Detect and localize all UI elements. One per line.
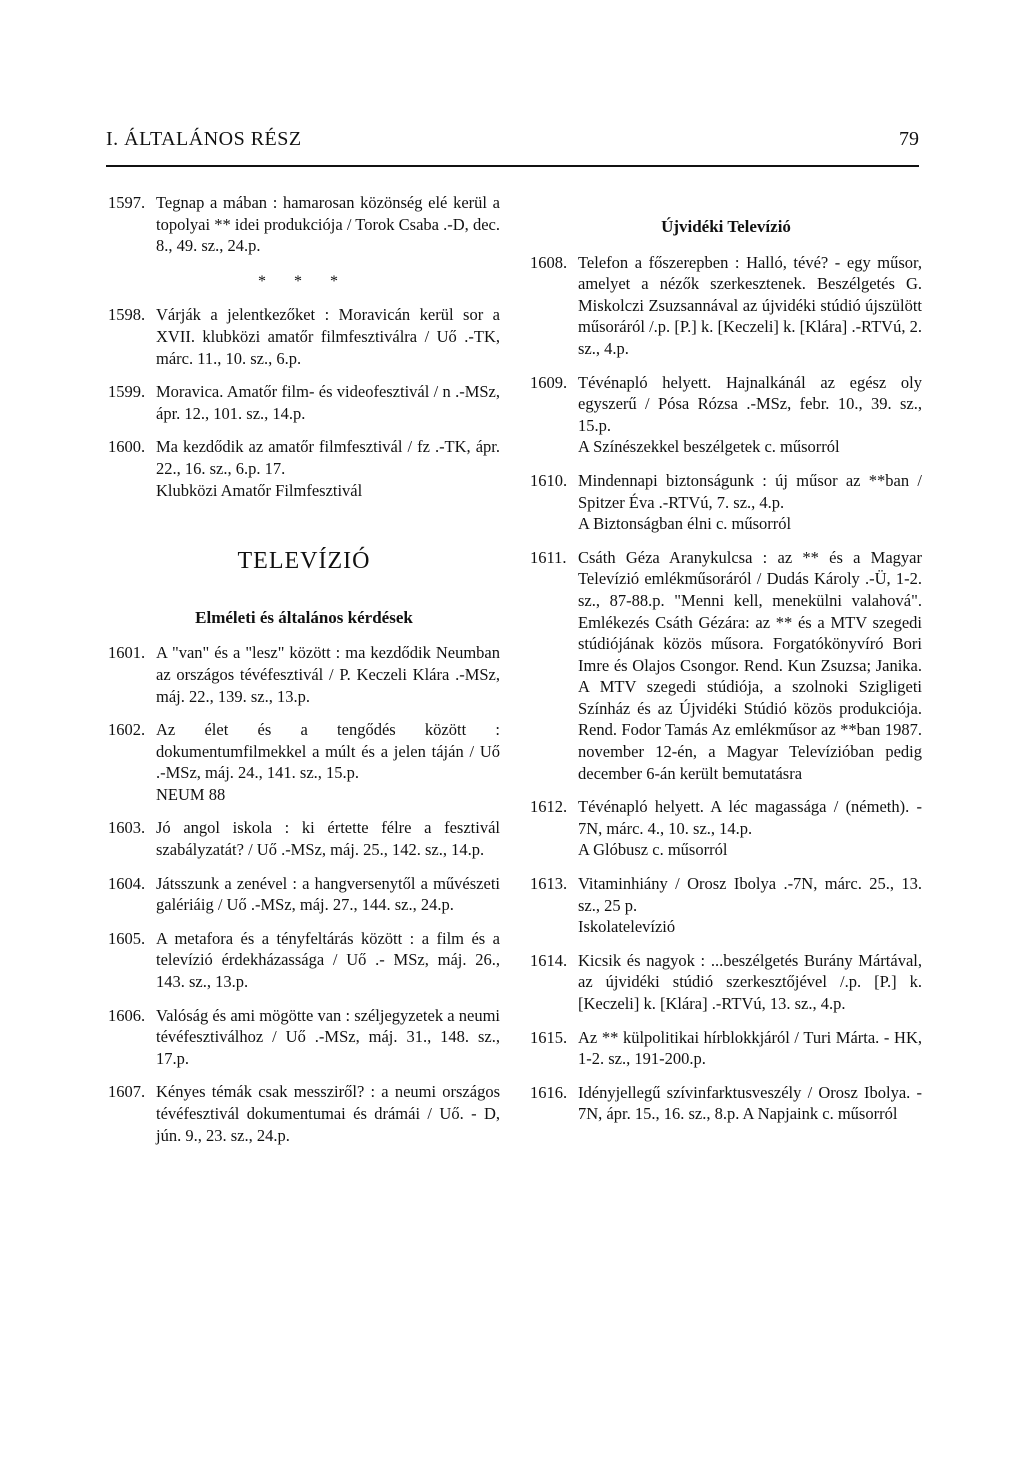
entry-1601 <box>108 642 500 707</box>
entry-text: Csáth Géza Aranykulcsa : az ** és a Magyar Televízió emlékműsoráról / Dudás Károly .-Ü, 1-2. sz., 87-88.p. "Menni kell, menekülni valahová". Emlékezés Csáth Gézára: az ** és a MTV szegedi stúdiójának közös műsora. Forgatókönyvíró Bori Imre és Olajos Csongor. Rend. Kun Zsuzsa; Janika. A MTV szegedi stúdiója, a szolnoki Szigligeti Színház és az Újvidéki Stúdió közös produkciója. Rend. Fodor Tamás Az emlékműsor az **ban 1987. november 12-én, a Magyar Televízióban pedig december 6-án került bemutatásra <box>578 547 922 783</box>
running-header <box>106 128 919 164</box>
entry-1602 <box>108 719 500 805</box>
entry-number: 1601. <box>108 643 146 663</box>
entry-number: 1605. <box>108 928 146 948</box>
entry-note: A Színészekkel beszélgetek c. műsorról <box>578 437 840 457</box>
entry-text: Idényjellegű szívinfarktusveszély / Orosz Ibolya. - 7N, ápr. 15., 16. sz., 8.p. A Napjaink c. műsorról <box>578 1082 922 1124</box>
entry-1608 <box>530 252 922 360</box>
entry-number: 1604. <box>108 873 146 893</box>
entry-note: A Glóbusz c. műsorról <box>578 840 728 860</box>
entry-number: 1607. <box>108 1082 146 1102</box>
entry-number: 1613. <box>530 874 568 894</box>
entry-1607 <box>108 1081 500 1146</box>
entry-note: A Biztonságban élni c. műsorról <box>578 514 792 534</box>
entry-1612 <box>530 796 922 861</box>
entry-text: Jó angol iskola : ki értette félre a fesztivál szabályzatát? / Uő .-MSz, máj. 25., 142. sz., 14.p. <box>156 818 500 860</box>
entry-1599 <box>108 381 500 424</box>
entry-number: 1614. <box>530 950 568 970</box>
entry-1605 <box>108 928 500 993</box>
entry-text: A "van" és a "lesz" között : ma kezdődik Neumban az országos tévéfesztivál / P. Keczeli Klára .-MSz, máj. 22., 139. sz., 13.p. <box>156 643 500 706</box>
entry-1609 <box>530 372 922 458</box>
right-column <box>530 192 922 1125</box>
entry-text: Kényes témák csak messziről? : a neumi országos tévéfesztivál dokumentumai és drámái / Uő. - D, jún. 9., 23. sz., 24.p. <box>156 1082 500 1145</box>
entry-1613 <box>530 873 922 938</box>
running-title: I. ÁLTALÁNOS RÉSZ <box>106 128 302 150</box>
entry-number: 1611. <box>530 547 567 567</box>
section-separator: * * * <box>258 272 350 290</box>
entry-1616 <box>530 1082 922 1125</box>
entry-number: 1599. <box>108 382 146 402</box>
entry-number: 1598. <box>108 305 146 325</box>
entry-text: A metafora és a tényfeltárás között : a film és a televízió érdekházassága / Uő .- MSz, máj. 26., 143. sz., 13.p. <box>156 928 500 992</box>
entry-text: Ma kezdődik az amatőr filmfesztivál / fz .-TK, ápr. 22., 16. sz., 6.p. 17. <box>156 437 500 478</box>
entry-note: Iskolatelevízió <box>578 917 676 937</box>
entry-number: 1612. <box>530 797 568 817</box>
entry-1606 <box>108 1005 500 1070</box>
entry-1598 <box>108 304 500 369</box>
entry-text: Valóság és ami mögötte van : széljegyzetek a neumi tévéfesztiválhoz / Uő .-MSz, máj. 31., 148. sz., 17.p. <box>156 1005 500 1068</box>
entry-number: 1600. <box>108 437 146 457</box>
entry-1610 <box>530 470 922 535</box>
entry-number: 1616. <box>530 1082 568 1102</box>
entry-1614 <box>530 950 922 1015</box>
entry-number: 1602. <box>108 720 146 740</box>
entry-1597 <box>108 192 500 257</box>
entry-text: Kicsik és nagyok : ...beszélgetés Burány Mártával, az újvidéki stúdió szerkesztőjével /.p. [P.] k. [Keczeli] k. [Klára] .-RTVú, 13. sz., 4.p. <box>578 950 922 1013</box>
entry-number: 1606. <box>108 1005 146 1025</box>
entry-1611 <box>530 547 922 785</box>
header-rule <box>106 165 919 167</box>
page-number: 79 <box>899 128 919 150</box>
entry-number: 1615. <box>530 1027 568 1047</box>
entry-text: Tévénapló helyett. Hajnalkánál az egész oly egyszerű / Pósa Rózsa .-MSz, febr. 10., 39. sz., 15.p. <box>578 372 922 435</box>
entry-text: Moravica. Amatőr film- és videofesztivál / n .-MSz, ápr. 12., 101. sz., 14.p. <box>156 382 500 423</box>
entry-text: Várják a jelentkezőket : Moravicán kerül sor a XVII. klubközi amatőr filmfesztiválra / Uő .-TK, márc. 11., 10. sz., 6.p. <box>156 305 500 368</box>
subsection-title: Újvidéki Televízió <box>661 217 791 236</box>
entry-number: 1603. <box>108 818 146 838</box>
entry-1603 <box>108 817 500 860</box>
entry-text: Telefon a főszerepben : Halló, tévé? - egy műsor, amelyet a nézők szerkesztenek. Beszélgetés G. Miskolczi Zsuzsannával az újvidéki stúdió újszülött műsoráról /.p. [P.] k. [Keczeli] k. [Klára] .-RTVú, 2. sz., 4.p. <box>578 252 922 358</box>
entry-note: Klubközi Amatőr Filmfesztivál <box>156 480 363 500</box>
entry-number: 1608. <box>530 252 568 272</box>
entry-text: Az élet és a tengődés között : dokumentumfilmekkel a múlt és a jelen táján / Uő .-MSz, máj. 24., 141. sz., 15.p. <box>156 720 500 783</box>
left-column <box>108 192 500 1146</box>
entry-text: Tegnap a mában : hamarosan közönség elé kerül a topolyai ** idei produkciója / Torok Csaba .-D, dec. 8., 49. sz., 24.p. <box>156 193 500 256</box>
entry-note: NEUM 88 <box>156 784 226 804</box>
entry-number: 1609. <box>530 372 568 392</box>
entry-number: 1610. <box>530 470 568 490</box>
entry-1600 <box>108 436 500 501</box>
entry-1604 <box>108 873 500 916</box>
entry-text: Tévénapló helyett. A léc magassága / (németh). - 7N, márc. 4., 10. sz., 14.p. <box>578 797 922 838</box>
entry-text: Játsszunk a zenével : a hangversenytől a művészeti galériáig / Uő .-MSz, máj. 27., 144. sz., 24.p. <box>156 873 500 915</box>
entry-number: 1597. <box>108 193 146 212</box>
entry-text: Mindennapi biztonságunk : új műsor az **ban / Spitzer Éva .-RTVú, 7. sz., 4.p. <box>578 470 922 512</box>
subsection-title: Elméleti és általános kérdések <box>195 607 413 627</box>
entry-1615 <box>530 1027 922 1070</box>
entry-text: Vitaminhiány / Orosz Ibolya .-7N, márc. 25., 13. sz., 25 p. <box>578 874 922 915</box>
entry-text: Az ** külpolitikai hírblokkjáról / Turi Márta. - HK, 1-2. sz., 191-200.p. <box>578 1027 922 1069</box>
section-title: TELEVÍZIÓ <box>237 548 371 575</box>
